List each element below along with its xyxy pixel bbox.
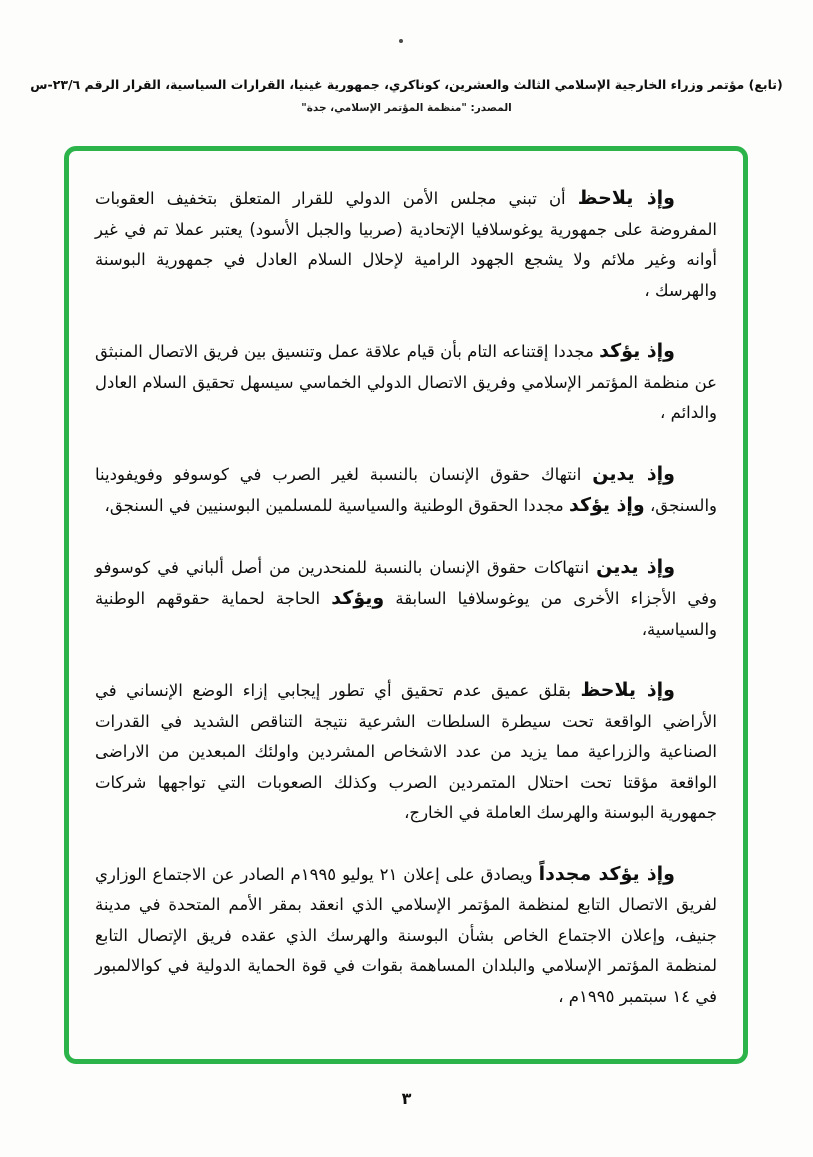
- paragraph-4: [95, 552, 717, 646]
- paragraph-1: [95, 183, 717, 306]
- paragraph-4-text-2: الحاجة لحماية حقوقهم الوطنية والسياسية،: [95, 589, 717, 639]
- paragraph-4-text-1: انتهاكات حقوق الإنسان بالنسبة للمنحدرين من أصل ألباني في كوسوفو وفي الأجزاء الأخرى من يوغوسلافيا السابقة: [95, 557, 717, 608]
- green-border-frame: [64, 146, 748, 1064]
- paragraph-1-text: أن تبني مجلس الأمن الدولي للقرار المتعلق بتخفيف العقوبات المفروضة على جمهورية يوغوسلافيا الإتحادية (صربيا والجبل الأسود) يعتبر عملا تم في غير أوانه وغير ملائم ولا يشجع الجهود الرامية لإحلال السلام العادل في جمهورية البوسنة والهرسك ،: [95, 189, 717, 300]
- paragraph-3-lead-1: وإذ يدين: [592, 462, 675, 485]
- paragraph-1-lead: وإذ يلاحظ: [577, 187, 675, 209]
- paragraph-5-lead: وإذ يلاحظ: [580, 679, 675, 701]
- paragraph-6-text: ويصادق على إعلان ٢١ يوليو ١٩٩٥م الصادر عن الاجتماع الوزاري لفريق الاتصال التابع لمنظمة المؤتمر الإسلامي الذي انعقد بمقر الأمم المتحدة في مدينة جنيف، وإعلان الاجتماع الخاص بشأن البوسنة والهرسك الذي عقده فريق الإتصال التابع لمنظمة المؤتمر الإسلامي والبلدان المساهمة بقوات في قوة الحماية الدولية في كوالالمبور في ١٤ سبتمبر ١٩٩٥م ،: [95, 864, 717, 1006]
- paragraph-4-lead-1: وإذ يدين: [596, 555, 676, 578]
- paragraph-2: [95, 336, 717, 429]
- document-header-title: (تابع) مؤتمر وزراء الخارجية الإسلامي الثالث والعشرين، كوناكري، جمهورية غينيا، القرارات السياسية، القرار الرقم ٢٣/٦-س: [30, 77, 783, 92]
- scan-artifact-dot: [399, 39, 403, 43]
- paragraph-5: [95, 675, 717, 829]
- paragraph-3-text-2: مجددا الحقوق الوطنية والسياسية للمسلمين البوسنيين في السنجق،: [104, 496, 569, 515]
- paragraph-5-text: بقلق عميق عدم تحقيق أي تطور إيجابي إزاء الوضع الإنساني في الأراضي الواقعة تحت سيطرة السلطات الشرعية نتيجة التناقص الشديد في القدرات الصناعية والزراعية مما يزيد من عدد الاشخاص المشردين واولئك المبعدين من الاراضى الواقعة مؤقتا تحت احتلال المتمردين الصرب وكذلك الصعوبات التي تواجهها شركات جمهورية البوسنة والهرسك العاملة في الخارج،: [95, 681, 717, 822]
- paragraph-3-lead-2: وإذ يؤكد: [568, 494, 645, 516]
- paragraph-3-text-1: انتهاك حقوق الإنسان بالنسبة لغير الصرب في كوسوفو وفويفودينا والسنجق،: [95, 464, 717, 515]
- page-number: ٣: [401, 1089, 412, 1108]
- document-source-line: المصدر: "منظمة المؤتمر الإسلامي، جدة": [301, 102, 512, 114]
- paragraph-3: [95, 459, 717, 522]
- paragraph-6: [95, 859, 717, 1013]
- paragraph-4-lead-2: ويؤكد: [331, 587, 385, 609]
- paragraph-2-lead: وإذ يؤكد: [599, 340, 675, 362]
- paragraph-6-lead: وإذ يؤكد مجدداً: [538, 862, 675, 885]
- paragraph-2-text: مجددا إقتناعه التام بأن قيام علاقة عمل وتنسيق بين فريق الاتصال المنبثق عن منظمة المؤتمر الإسلامي وفريق الاتصال الدولي الخماسي سيسهل تحقيق السلام العادل والدائم ،: [95, 342, 717, 422]
